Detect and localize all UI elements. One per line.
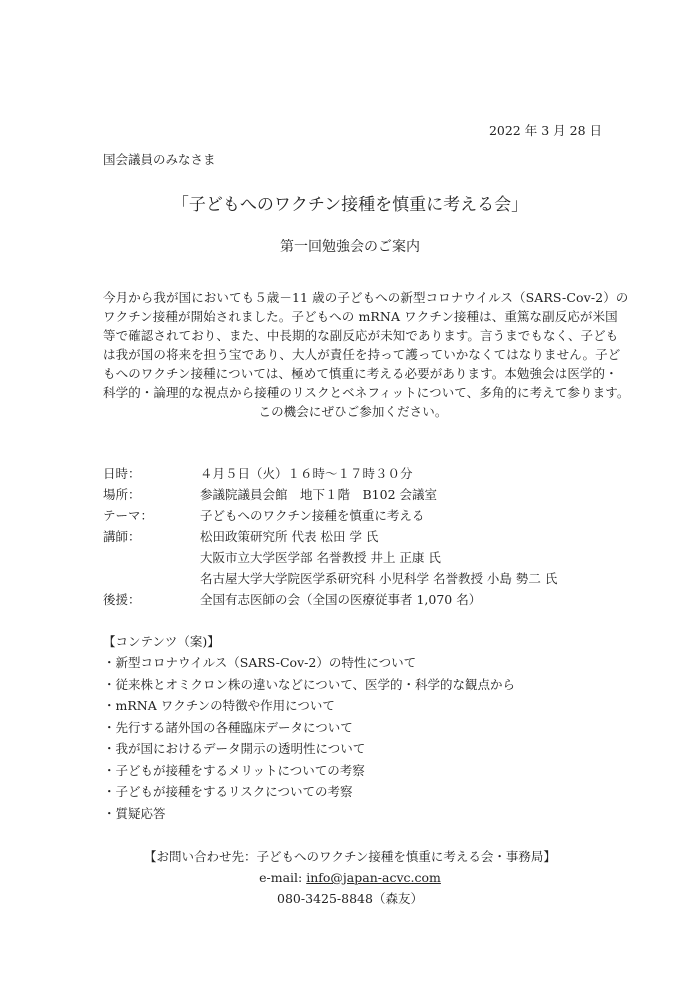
detail-row-speaker bbox=[103, 568, 603, 589]
intro-paragraph bbox=[103, 288, 630, 421]
detail-value: 子どもへのワクチン接種を慎重に考える bbox=[200, 508, 425, 523]
detail-row-datetime bbox=[103, 463, 603, 484]
list-item: ・先行する諸外国の各種臨床データについて bbox=[103, 719, 353, 735]
email-label: e-mail: bbox=[259, 870, 307, 885]
list-item: ・新型コロナウイルス（SARS-Cov-2）の特性について bbox=[103, 655, 417, 670]
speaker: 松田政策研究所 代表 松田 学 氏 bbox=[200, 529, 379, 544]
detail-label: 場所： bbox=[103, 487, 141, 502]
detail-row-theme bbox=[103, 505, 603, 526]
detail-label: テーマ： bbox=[103, 508, 154, 523]
detail-label: 講師： bbox=[103, 529, 141, 544]
list-item: ・従来株とオミクロン株の違いなどについて、医学的・科学的な観点から bbox=[103, 676, 516, 692]
list-item: ・我が国におけるデータ開示の透明性について bbox=[103, 741, 366, 756]
contact-phone: 080-3425-8848（森友） bbox=[277, 891, 423, 906]
list-item: ・子どもが接種をするリスクについての考察 bbox=[103, 784, 353, 799]
intro-line: もへのワクチン接種については、極めて慎重に考える必要があります。本勉強会は医学的・ bbox=[103, 366, 618, 381]
detail-row-venue bbox=[103, 484, 603, 505]
list-item: ・子どもが接種をするメリットについての考察 bbox=[103, 762, 365, 778]
document-subtitle: 第一回勉強会のご案内 bbox=[280, 239, 420, 255]
detail-value: 全国有志医師の会（全国の医療従事者 1,070 名） bbox=[200, 592, 482, 607]
intro-line: ワクチン接種が開始されました。子どもへの mRNA ワクチン接種は、重篤な副反応が米国 bbox=[103, 309, 618, 324]
speaker: 名古屋大学大学院医学系研究科 小児科学 名誉教授 小島 勢二 氏 bbox=[200, 571, 558, 586]
detail-value: ４月５日（火）１６時～１７時３０分 bbox=[200, 466, 413, 481]
detail-value: 参議院議員会館 地下１階 B102 会議室 bbox=[200, 487, 438, 502]
detail-row-speaker bbox=[103, 547, 603, 568]
contact-heading: 【お問い合わせ先：子どもへのワクチン接種を慎重に考える会・事務局】 bbox=[144, 849, 556, 864]
detail-row-speakers bbox=[103, 526, 603, 547]
event-details bbox=[103, 463, 603, 610]
document-date: 2022 年 3 月 28 日 bbox=[488, 123, 602, 138]
detail-label: 後援： bbox=[103, 592, 141, 607]
email-link[interactable]: info@japan-acvc.com bbox=[306, 870, 441, 885]
intro-line: 今月から我が国においても５歳－11 歳の子どもへの新型コロナウイルス（SARS-Cov-2）の bbox=[103, 290, 629, 305]
detail-row-support bbox=[103, 589, 603, 610]
addressee: 国会議員のみなさま bbox=[103, 152, 216, 167]
contents-section bbox=[103, 631, 603, 824]
intro-line: 等で確認されており、また、中長期的な副反応が未知であります。言うまでもなく、子ども bbox=[103, 328, 619, 343]
contents-header: 【コンテンツ（案)】 bbox=[103, 634, 220, 649]
list-item: ・mRNA ワクチンの特徴や作用について bbox=[103, 698, 335, 713]
intro-line: は我が国の将来を担う宝であり、大人が責任を持って護っていかなくてはなりません。子ど bbox=[103, 347, 621, 362]
document-title: 「子どもへのワクチン接種を慎重に考える会」 bbox=[171, 195, 529, 215]
intro-line: この機会にぜひご参加ください。 bbox=[258, 404, 448, 419]
contact-section bbox=[0, 846, 700, 909]
contact-email-line bbox=[0, 867, 700, 888]
list-item: ・質疑応答 bbox=[103, 805, 166, 821]
speaker: 大阪市立大学医学部 名誉教授 井上 正康 氏 bbox=[200, 550, 441, 565]
detail-label: 日時： bbox=[103, 466, 141, 481]
intro-line: 科学的・論理的な視点から接種のリスクとベネフィットについて、多角的に考えて参ります。 bbox=[103, 385, 630, 400]
